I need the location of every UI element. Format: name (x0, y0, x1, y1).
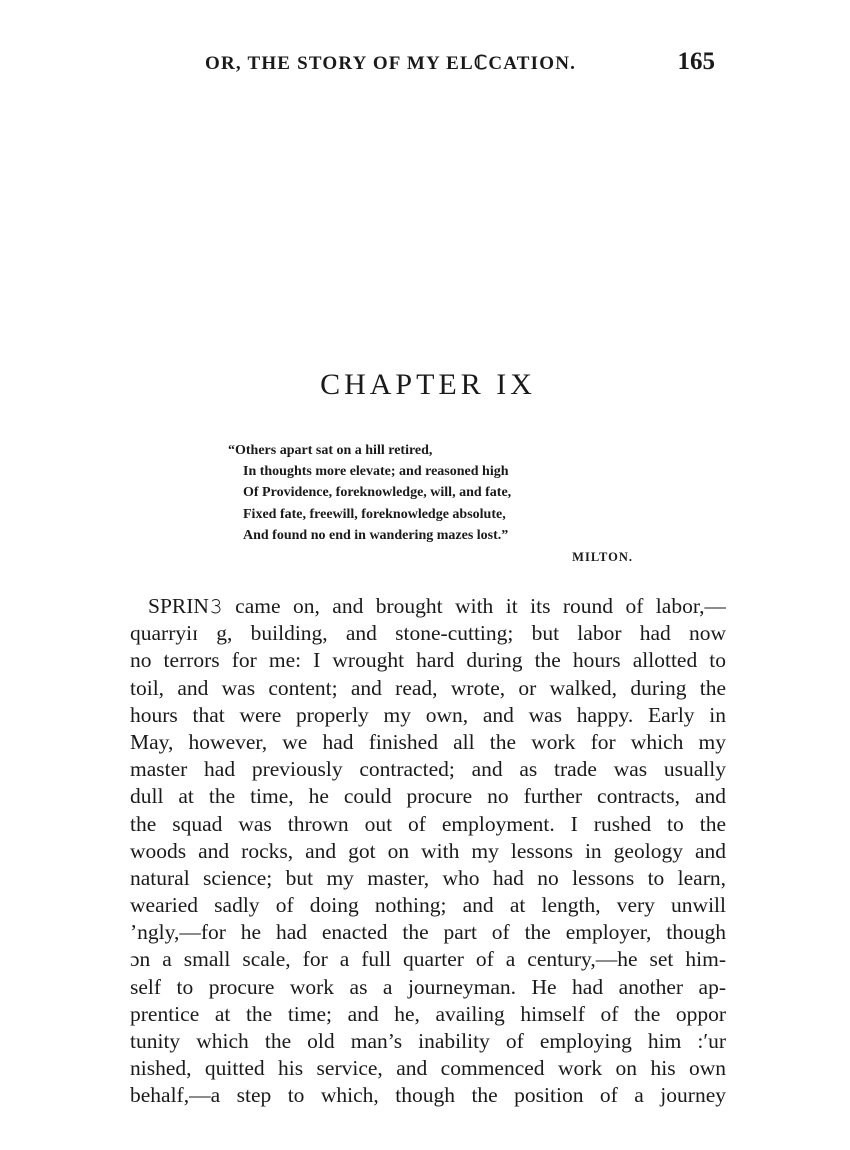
body-line: nished, quitted his service, and commenced work on his own (130, 1056, 726, 1081)
body-line: wearied sadly of doing nothing; and at length, very unwill (130, 893, 726, 918)
body-line: prentice at the time; and he, availing himself of the oppor (130, 1001, 726, 1026)
body-line: quarryiɪ g, building, and stone-cutting; but labor had now (130, 621, 726, 646)
body-line: natural science; but my master, who had no lessons to learn, (130, 865, 726, 890)
epigraph (228, 440, 633, 568)
body-line: May, however, we had finished all the work for which my (130, 729, 726, 754)
epigraph-line: Of Providence, foreknowledge, will, and fate, (243, 485, 512, 501)
body-line: master had previously contracted; and as trade was usually (130, 757, 726, 782)
running-head (205, 48, 715, 78)
body-line: ɔn a small scale, for a full quarter of a century,—he set him- (130, 947, 726, 972)
body-line: hours that were properly my own, and was happy. Early in (130, 702, 726, 727)
chapter-title: CHAPTER IX (320, 368, 536, 401)
body-line: dull at the time, he could procure no further contracts, and (130, 784, 726, 809)
body-line: the squad was thrown out of employment. I rushed to the (130, 811, 726, 836)
epigraph-line: In thoughts more elevate; and reasoned high (243, 464, 509, 480)
epigraph-attribution: MILTON. (572, 550, 633, 565)
body-line: ʼngly,—for he had enacted the part of the employer, though (130, 920, 726, 945)
body-line: behalf,—a step to which, though the position of a journey (130, 1083, 726, 1108)
body-line: self to procure work as a journeyman. He had another ap- (130, 974, 726, 999)
epigraph-line: “Others apart sat on a hill retired, (228, 443, 433, 458)
body-line: woods and rocks, and got on with my lessons in geology and (130, 838, 726, 863)
body-line: no terrors for me: I wrought hard during the hours allotted to (130, 648, 726, 673)
epigraph-line: Fixed fate, freewill, foreknowledge absolute, (243, 506, 506, 522)
body-line: toil, and was content; and read, wrote, or walked, during the (130, 675, 726, 700)
epigraph-line: And found no end in wandering mazes lost.” (243, 527, 509, 543)
running-title: OR, THE STORY OF MY ELℂCATION. (205, 53, 577, 74)
page-number: 165 (677, 48, 715, 75)
body-line: tunity which the old man’s inability of employing him :ʹur (130, 1029, 726, 1053)
body-text (130, 593, 726, 1110)
body-line: SPRIN𝟹 came on, and brought with it its round of labor,— (148, 594, 726, 618)
